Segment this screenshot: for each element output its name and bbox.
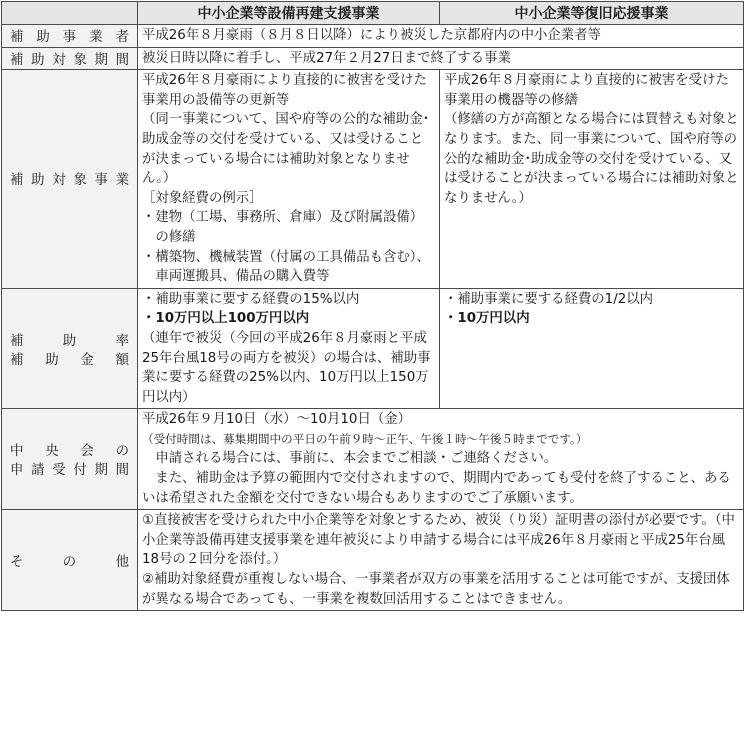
rate-col1 bbox=[138, 288, 440, 409]
rate-col2-item: ・10万円以内 bbox=[444, 311, 530, 327]
rate-col1-item: ・10万円以上100万円以内 bbox=[142, 311, 310, 327]
application-label-line2: 申請受付期間 bbox=[10, 463, 129, 479]
application-date: 平成26年９月10日（水）～10月10日（金） bbox=[142, 412, 412, 428]
eligible-col1 bbox=[138, 70, 440, 289]
rate-col2-item: ・補助事業に要する経費の1/2以内 bbox=[444, 291, 654, 307]
corner-cell bbox=[2, 2, 138, 25]
eligible-col1-lead: 平成26年８月豪雨により直接的に被害を受けた事業用の設備等の更新等 bbox=[142, 73, 427, 108]
beneficiary-text: 平成26年８月豪雨（８月８日以降）により被災した京都府内の中小企業者等 bbox=[142, 28, 601, 43]
eligible-col2-lead: 平成26年８月豪雨により直接的に被害を受けた事業用の機器等の修繕 bbox=[444, 73, 729, 108]
period-label bbox=[2, 47, 138, 70]
other-p1: ①直接被害を受けられた中小企業等を対象とするため、被災（り災）証明書の添付が必要です。（中小企業等設備再建支援事業を連年被災により申請する場合には平成26年８月豪雨と平成25年台風18号の２回分を添付。） bbox=[142, 513, 735, 568]
rate-col1-item: ・補助事業に要する経費の15%以内 bbox=[142, 291, 360, 307]
beneficiary-row bbox=[2, 25, 744, 48]
beneficiary-value bbox=[138, 25, 744, 48]
eligible-col1-note: （同一事業について、国や府等の公的な補助金･助成金等の交付を受けている、又は受けることが決まっている場合には補助対象となりません。） bbox=[142, 112, 430, 187]
other-label bbox=[2, 510, 138, 611]
application-para2: また、補助金は予算の範囲内で交付されますので、期間内であっても受付を終了すること、あるいは希望された金額を交付できない場合もありますのでご了承願います。 bbox=[142, 471, 731, 506]
header-row bbox=[2, 2, 744, 25]
col2-header: 中小企業等復旧応援事業 bbox=[440, 2, 744, 25]
eligible-row bbox=[2, 70, 744, 289]
period-text: 被災日時以降に着手し、平成27年２月27日まで終了する事業 bbox=[142, 50, 511, 66]
period-label-text: 補助対象期間 bbox=[10, 52, 129, 68]
application-hours: （受付時間は、募集期間中の平日の午前９時～正午、午後１時～午後５時までです。） bbox=[142, 431, 588, 446]
application-row bbox=[2, 409, 744, 510]
application-value bbox=[138, 409, 744, 510]
rate-col1-note: （連年で被災（今回の平成26年８月豪雨と平成25年台風18号の両方を被災）の場合は、補助事業に要する経費の25%以内、10万円以上150万円以内） bbox=[142, 330, 431, 405]
eligible-label-text: 補助対象事業 bbox=[10, 173, 129, 189]
other-row bbox=[2, 510, 744, 611]
eligible-example-item: ・構築物、機械装置（付属の工具備品も含む）、車両運搬具、備品の購入費等 bbox=[142, 249, 430, 285]
rate-col2 bbox=[440, 288, 744, 409]
eligible-examples-heading: ［対象経費の例示］ bbox=[142, 190, 263, 206]
other-value bbox=[138, 510, 744, 611]
beneficiary-label-text: 補助事業者 bbox=[10, 30, 129, 46]
period-value bbox=[138, 47, 744, 70]
eligible-label bbox=[2, 70, 138, 289]
application-para1: 申請される場合には、事前に、本会までご相談・ご連絡ください。 bbox=[155, 451, 558, 467]
beneficiary-label bbox=[2, 25, 138, 48]
rate-label-line1: 補助率 bbox=[10, 333, 129, 349]
rate-label bbox=[2, 288, 138, 409]
eligible-col2-note: （修繕の方が高額となる場合には買替えも対象となります。また、同一事業について、国や府等の公的な補助金･助成金等の交付を受けている、又は受けることが決まっている場合には補助対象となりません。） bbox=[444, 112, 739, 206]
application-label bbox=[2, 409, 138, 510]
period-row bbox=[2, 47, 744, 70]
rate-label-line2: 補助金額 bbox=[10, 352, 129, 368]
rate-row bbox=[2, 288, 744, 409]
other-p2: ②補助対象経費が重複しない場合、一事業者が双方の事業を活用することは可能ですが、支援団体が異なる場合であっても、一事業を複数回活用することはできません。 bbox=[142, 572, 730, 607]
application-label-line1: 中央会の bbox=[10, 444, 129, 460]
eligible-example-item: ・建物（工場、事務所、倉庫）及び附属設備）の修繕 bbox=[142, 210, 424, 245]
other-label-text: その他 bbox=[10, 554, 129, 570]
eligible-col2 bbox=[440, 70, 744, 289]
col1-header: 中小企業等設備再建支援事業 bbox=[138, 2, 440, 25]
program-comparison-table bbox=[1, 1, 744, 611]
